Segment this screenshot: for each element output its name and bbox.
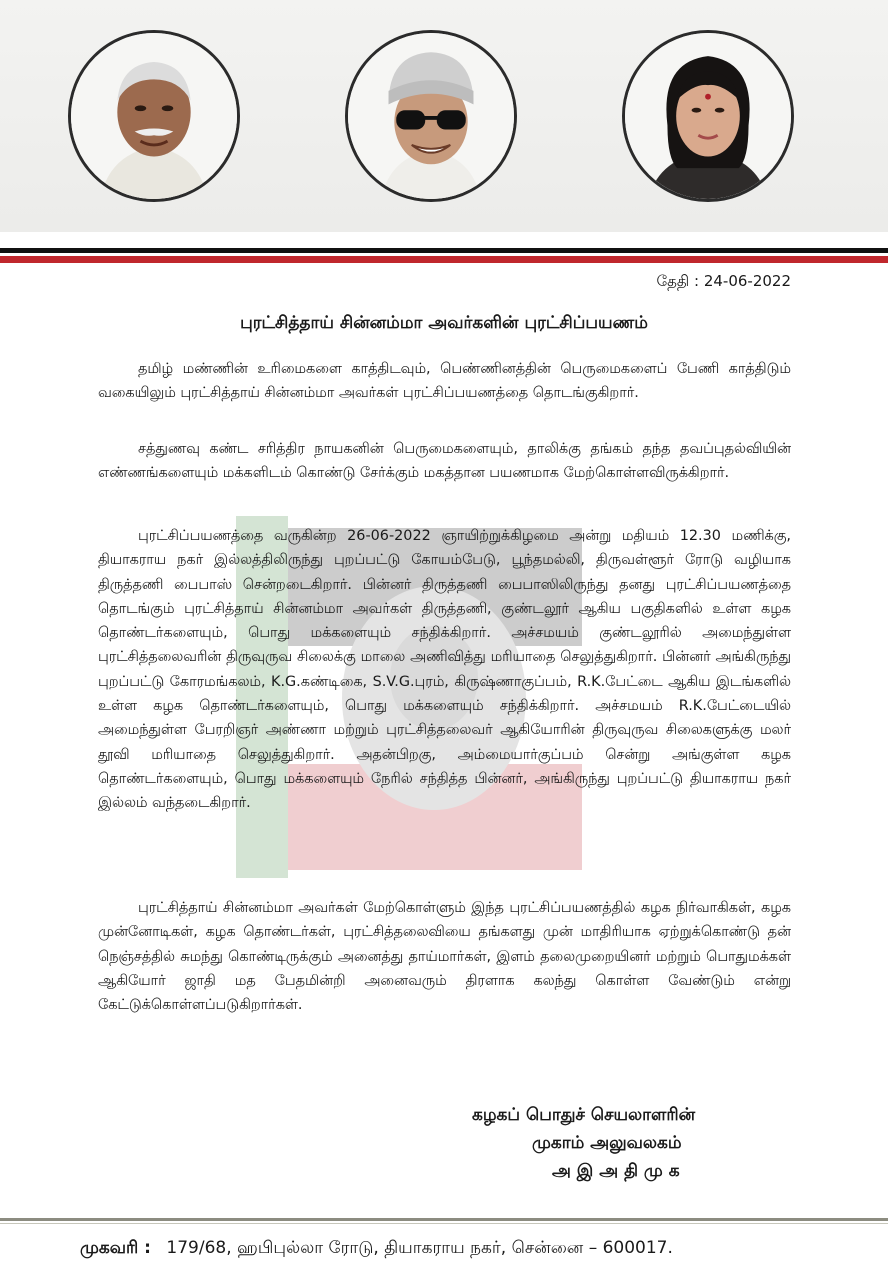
portrait-leader-three-icon xyxy=(622,30,794,202)
header-divider-red xyxy=(0,256,888,263)
address-value: 179/68, ஹபிபுல்லா ரோடு, தியாகராய நகர், சென்னை – 600017. xyxy=(166,1238,673,1258)
body-paragraph: சத்துணவு கண்ட சரித்திர நாயகனின் பெருமைகளையும், தாலிக்கு தங்கம் தந்த தவப்புதல்வியின் எண்ணங்களையும் மக்களிடம் கொண்டு சேர்க்கும் மகத்தான பயணமாக மேற்கொள்ளவிருக்கிறார். xyxy=(98,441,791,482)
footer-address xyxy=(80,1238,673,1260)
portrait-leader-two-icon xyxy=(345,30,517,202)
signature-line-party: அ இ அ தி மு க xyxy=(552,1161,680,1181)
footer-divider xyxy=(0,1218,888,1221)
address-label: முகவரி : xyxy=(80,1238,151,1258)
body-paragraph: தமிழ் மண்ணின் உரிமைகளை காத்திடவும், பெண்ணினத்தின் பெருமைகளைப் பேணி காத்திடும் வகையிலும் புரட்சித்தாய் சின்னம்மா அவர்கள் புரட்சிப்பயணத்தை தொடங்குகிறார். xyxy=(98,361,791,402)
signature-line-camp-office: முகாம் அலுவலகம் xyxy=(532,1133,682,1153)
body-paragraph: புரட்சித்தாய் சின்னம்மா அவர்கள் மேற்கொள்ளும் இந்த புரட்சிப்பயணத்தில் கழக நிர்வாகிகள், கழக முன்னோடிகள், கழக தொண்டர்கள், புரட்சித்தலைவியை தங்களது முன் மாதிரியாக ஏற்றுக்கொண்டு தன் நெஞ்சத்தில் சுமந்து கொண்டிருக்கும் அனைத்து தாய்மார்கள், இளம் தலைமுறையினர் மற்றும் பொதுமக்கள் ஆகியோர் ஜாதி மத பேதமின்றி அனைவரும் திரளாக கலந்து கொள்ள வேண்டும் என்று கேட்டுக்கொள்ளப்படுகிறார்கள். xyxy=(98,900,791,1014)
letter-title: புரட்சித்தாய் சின்னம்மா அவர்களின் புரட்சிப்பயணம் xyxy=(240,313,648,333)
letterhead-banner xyxy=(0,0,888,232)
portrait-leader-one-icon xyxy=(68,30,240,202)
signature-line-office: கழகப் பொதுச் செயலாளரின் xyxy=(472,1105,696,1125)
body-paragraph: புரட்சிப்பயணத்தை வருகின்ற 26-06-2022 ஞாயிற்றுக்கிழமை அன்று மதியம் 12.30 மணிக்கு, தியாகராய நகர் இல்லத்திலிருந்து புறப்பட்டு கோயம்பேடு, பூந்தமல்லி, திருவள்ளூர் ரோடு வழியாக திருத்தணி பைபாஸ் சென்றடைகிறார். பின்னர் திருத்தணி பைபாஸிலிருந்து தனது புரட்சிப்பயணத்தை தொடங்கும் புரட்சித்தாய் சின்னம்மா அவர்கள் திருத்தணி, குண்டலூர் ஆகிய பகுதிகளில் உள்ள கழக தொண்டர்களையும், பொது மக்களையும் சந்திக்கிறார். அச்சமயம் குண்டலூரில் அமைந்துள்ள புரட்சித்தலைவரின் திருவுருவ சிலைக்கு மாலை அணிவித்து மரியாதை செலுத்துகிறார். பின்னர் அங்கிருந்து புறப்பட்டு கோரமங்கலம், K.G.கண்டிகை, S.V.G.புரம், கிருஷ்ணாகுப்பம், R.K.பேட்டை ஆகிய இடங்களில் உள்ள கழக தொண்டர்களையும், பொது மக்களையும் சந்திக்கிறார். அச்சமயம் R.K.பேட்டையில் அமைந்துள்ள பேரறிஞர் அண்ணா மற்றும் புரட்சித்தலைவர் ஆகியோரின் திருவுருவ சிலைகளுக்கு மலர் தூவி மரியாதை செலுத்துகிறார். அதன்பிறகு, அம்மையார்குப்பம் சென்று அங்குள்ள கழக தொண்டர்களையும், பொது மக்களையும் நேரில் சந்தித்த பின்னர், அங்கிருந்து புறப்பட்டு தியாகராய நகர் இல்லம் வந்தடைகிறார். xyxy=(98,528,791,812)
letter-date: தேதி : 24-06-2022 xyxy=(656,272,791,290)
